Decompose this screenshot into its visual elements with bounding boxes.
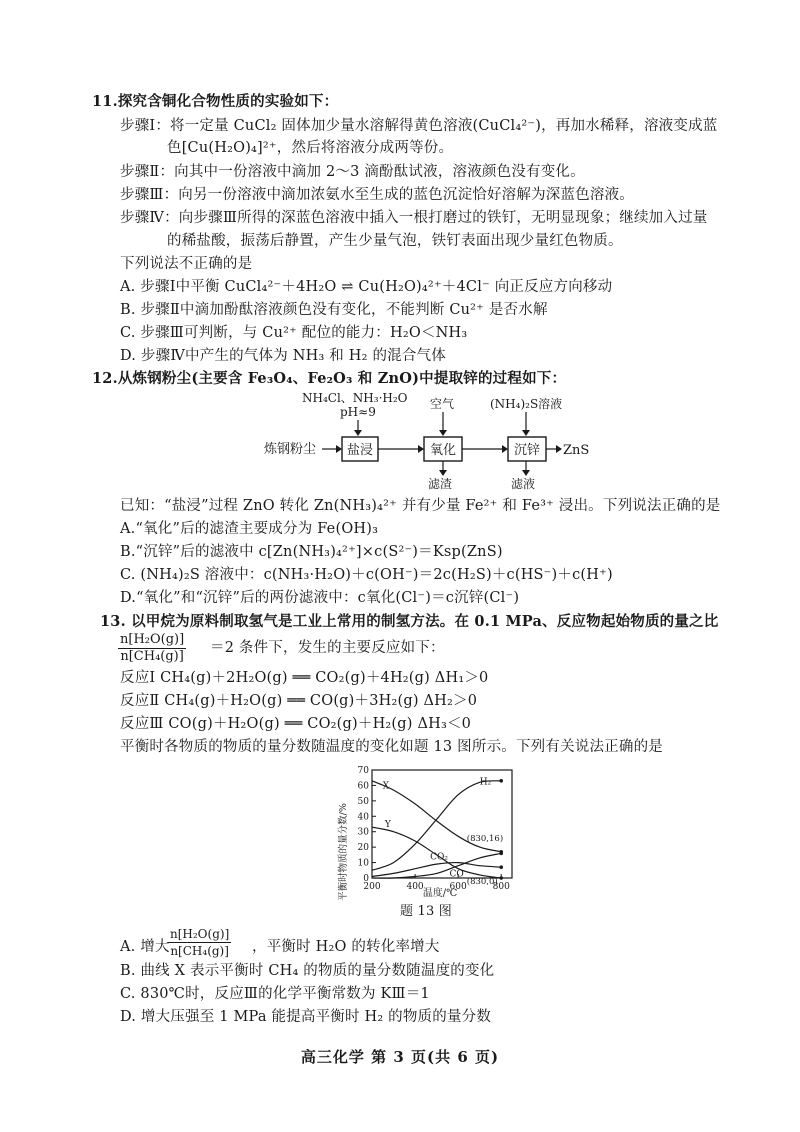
q12-option-c: C. (NH₄)₂S 溶液中：c(NH₃·H₂O)＋c(OH⁻)＝2c(H₂S)＋c(HS⁻)＋c(H⁺) [120, 567, 613, 583]
q11-step4b: 的稀盐酸，振荡后静置，产生少量气泡，铁钉表面出现少量红色物质。 [167, 233, 623, 249]
q13-title-line1: 13. 以甲烷为原料制取氢气是工业上常用的制氢方法。在 0.1 MPa、反应物起始物质的量之比 [100, 613, 719, 630]
q13-reaction-1: 反应Ⅰ CH₄(g)＋2H₂O(g) ══ CO₂(g)＋4H₂(g) ΔH₁＞0 [120, 670, 489, 686]
fraction-denominator: n[CH₄(g)] [120, 649, 184, 664]
series-line-CO₂ [372, 863, 501, 880]
series-label: H₂ [479, 777, 492, 788]
flow-reagent1-line1: NH₄Cl、NH₃·H₂O [302, 391, 408, 405]
flow-start: 炼钢粉尘 [264, 442, 317, 457]
q13-title-line2: ＝2 条件下，发生的主要反应如下： [210, 640, 445, 656]
q13-option-a-suffix: ，平衡时 H₂O 的转化率增大 [252, 939, 440, 955]
flow-reagent3: (NH₄)₂S溶液 [490, 397, 563, 411]
option-a-denominator: n[CH₄(g)] [170, 944, 229, 958]
chart-y-axis-label: 平衡时物质的量分数/% [338, 803, 349, 901]
y-tick-label: 20 [357, 843, 369, 854]
q11-option-b: B. 步骤Ⅱ中滴加酚酞溶液颜色没有变化，不能判断 Cu²⁺ 是否水解 [120, 302, 548, 318]
q13-option-d: D. 增大压强至 1 MPa 能提高平衡时 H₂ 的物质的量分数 [120, 1009, 492, 1025]
figure-caption: 题 13 图 [400, 904, 453, 919]
y-tick-label: 30 [357, 827, 369, 838]
flow-box2-label: 氧化 [430, 443, 457, 458]
q13-reaction-3: 反应Ⅲ CO(g)＋H₂O(g) ══ CO₂(g)＋H₂(g) ΔH₃＜0 [120, 716, 472, 732]
y-tick-label: 60 [357, 781, 369, 792]
fraction-numerator: n[H₂O(g)] [120, 632, 185, 647]
x-tick-label: 400 [406, 882, 424, 892]
y-tick-label: 40 [357, 812, 369, 823]
x-tick-label: 200 [363, 882, 381, 892]
q13-reaction-2: 反应Ⅱ CH₄(g)＋H₂O(g) ══ CO(g)＋3H₂(g) ΔH₂＞0 [120, 693, 478, 709]
q13-option-c: C. 830℃时，反应Ⅲ的化学平衡常数为 KⅢ＝1 [120, 986, 430, 1002]
q12-option-a: A.“氧化”后的滤渣主要成分为 Fe(OH)₃ [120, 521, 379, 537]
series-end-point [499, 865, 503, 869]
q13-description: 平衡时各物质的物质的量分数随温度的变化如题 13 图所示。下列有关说法正确的是 [120, 739, 663, 755]
q11-option-c: C. 步骤Ⅲ可判断，与 Cu²⁺ 配位的能力：H₂O＜NH₃ [120, 325, 468, 341]
series-label: CO [449, 869, 464, 880]
q12-option-b: B.“沉锌”后的滤液中 c[Zn(NH₃)₄²⁺]×c(S²⁻)＝Ksp(ZnS) [120, 544, 503, 560]
series-label: Y [384, 820, 391, 831]
flow-reagent2: 空气 [430, 397, 455, 411]
q12-known: 已知：“盐浸”过程 ZnO 转化 Zn(NH₃)₄²⁺ 并有少量 Fe²⁺ 和 Fe³⁺ 浸出。下列说法正确的是 [120, 498, 721, 514]
q11-option-d: D. 步骤Ⅳ中产生的气体为 NH₃ 和 H₂ 的混合气体 [120, 348, 446, 364]
flow-box3-label: 沉锌 [514, 443, 541, 458]
y-tick-label: 10 [357, 858, 369, 869]
q13-chart [332, 760, 522, 920]
option-a-numerator: n[H₂O(g)] [170, 927, 230, 941]
y-tick-label: 50 [357, 796, 369, 807]
q11-title: 11.探究含铜化合物性质的实验如下： [92, 93, 339, 110]
series-label: X [382, 781, 390, 792]
series-end-point [499, 779, 503, 783]
x-tick-label: 800 [492, 882, 510, 892]
q12-flow-diagram [250, 390, 610, 490]
flow-product: ZnS [563, 443, 590, 458]
series-label: CO₂ [430, 852, 449, 863]
q13-option-a-prefix: A. 增大 [120, 939, 170, 955]
q11-step1b: 色[Cu(H₂O)₄]²⁺，然后将溶液分成两等份。 [167, 140, 454, 156]
flow-out3: 滤液 [511, 477, 536, 490]
chart-annotation: (830,0) [466, 877, 498, 888]
q11-option-a: A. 步骤Ⅰ中平衡 CuCl₄²⁻＋4H₂O ⇌ Cu(H₂O)₄²⁺＋4Cl⁻ 向正反应方向移动 [120, 279, 613, 295]
series-end-point [499, 852, 503, 856]
q12-option-d: D.“氧化”和“沉锌”后的两份滤液中：c氧化(Cl⁻)＝c沉锌(Cl⁻) [120, 590, 520, 606]
q13-ratio-fraction [118, 632, 186, 665]
q12-title: 12.从炼钢粉尘(主要含 Fe₃O₄、Fe₂O₃ 和 ZnO)中提取锌的过程如下： [92, 370, 567, 387]
page-footer: 高三化学 第 3 页(共 6 页) [300, 1048, 500, 1066]
chart-x-axis-label: 温度/℃ [422, 888, 458, 899]
x-tick-label: 600 [449, 882, 467, 892]
flow-reagent1-line2: pH≈9 [340, 405, 376, 419]
q11-step4a: 步骤Ⅳ：向步骤Ⅲ所得的深蓝色溶液中插入一根打磨过的铁钉，无明显现象；继续加入过量 [120, 210, 708, 226]
y-tick-label: 70 [357, 766, 369, 776]
y-tick-label: 0 [363, 874, 369, 884]
q11-step1a: 步骤Ⅰ：将一定量 CuCl₂ 固体加少量水溶解得黄色溶液(CuCl₄²⁻)，再加水稀释，溶液变成蓝 [120, 118, 718, 134]
q13-option-a-fraction [168, 926, 231, 959]
series-end-point [499, 876, 503, 880]
q11-prompt: 下列说法不正确的是 [120, 256, 253, 272]
q11-step2: 步骤Ⅱ：向其中一份溶液中滴加 2～3 滴酚酞试液，溶液颜色没有变化。 [120, 164, 585, 180]
chart-annotation: (830,16) [466, 833, 504, 844]
flow-out2: 滤渣 [428, 477, 453, 490]
q11-step3: 步骤Ⅲ：向另一份溶液中滴加浓氨水至生成的蓝色沉淀恰好溶解为深蓝色溶液。 [120, 187, 634, 203]
q13-option-b: B. 曲线 X 表示平衡时 CH₄ 的物质的量分数随温度的变化 [120, 963, 495, 979]
flow-box1-label: 盐浸 [347, 443, 374, 458]
